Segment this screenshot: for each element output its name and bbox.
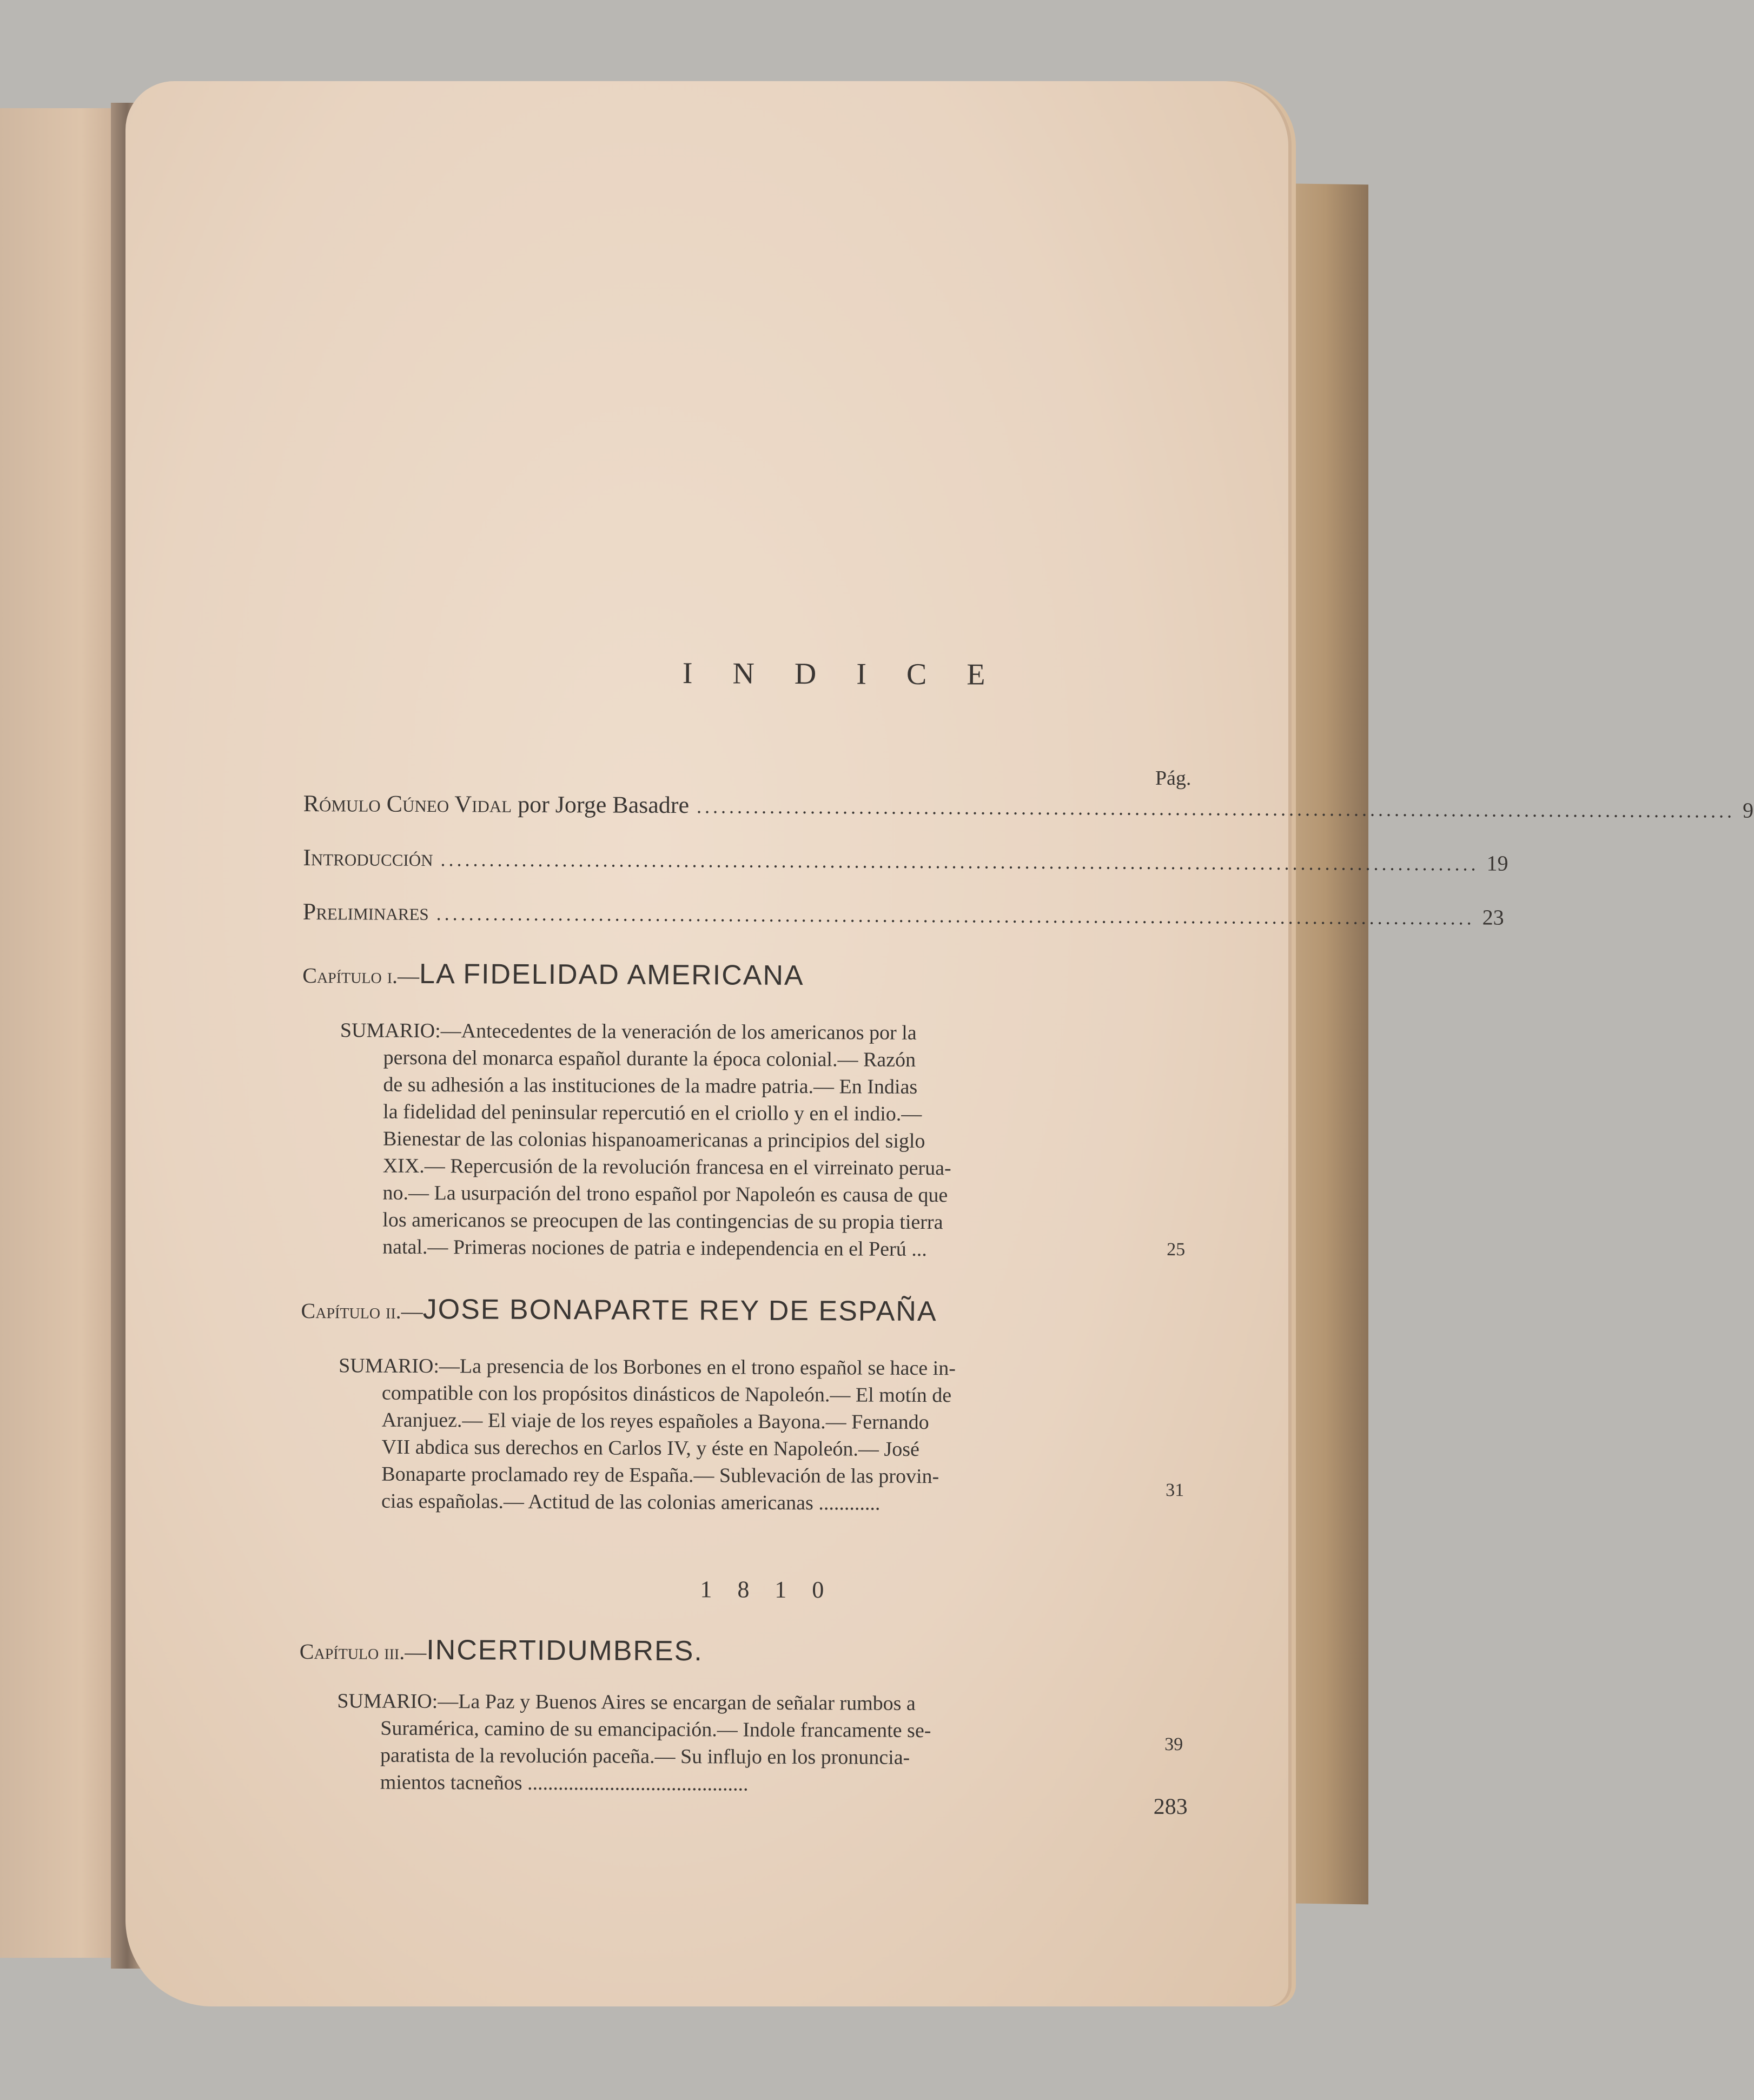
page-title: I N D I C E xyxy=(682,657,1002,692)
chapter-page: 31 xyxy=(1166,1480,1184,1501)
chapter-number: Capítulo i.— xyxy=(302,963,420,988)
toc-entry-label: Preliminares xyxy=(302,898,429,926)
toc-entry-page: 23 xyxy=(1482,905,1504,930)
chapter-number: Capítulo ii.— xyxy=(301,1298,423,1323)
summary-line: mientos tacneños ........................................... xyxy=(380,1771,749,1796)
toc-entry-page: 9 xyxy=(1742,798,1754,823)
toc-entry-label: Rómulo Cúneo Vidal por Jorge Basadre xyxy=(303,790,690,819)
toc-entry xyxy=(303,790,1754,823)
summary-line: de su adhesión a las instituciones de la madre patria.— En Indias xyxy=(383,1073,918,1098)
summary-line: la fidelidad del peninsular repercutió en el criollo y en el indio.— xyxy=(383,1100,922,1125)
dot-leader: ................................................................................................................................ xyxy=(696,796,1736,822)
chapter-page: 39 xyxy=(1164,1734,1183,1755)
chapter-page: 25 xyxy=(1167,1239,1186,1260)
summary-line: VII abdica sus derechos en Carlos IV, y éste en Napoleón.— José xyxy=(381,1435,920,1461)
chapter-title: JOSE BONAPARTE REY DE ESPAÑA xyxy=(422,1293,937,1328)
page-content xyxy=(299,644,1754,1820)
summary-line: natal.— Primeras nociones de patria e independencia en el Perú ... xyxy=(382,1235,927,1261)
summary-line: SUMARIO:—La Paz y Buenos Aires se encargan de señalar rumbos a xyxy=(337,1690,916,1715)
summary-line: XIX.— Repercusión de la revolución francesa en el virreinato perua- xyxy=(382,1154,951,1180)
chapter-summary xyxy=(339,1017,1141,1263)
summary-line: Suramérica, camino de su emancipación.— Indole francamente se- xyxy=(380,1717,931,1743)
toc-entry-label: Introducción xyxy=(303,844,433,872)
index-page xyxy=(125,81,1754,2006)
summary-line: Bienestar de las colonias hispanoamericanas a principios del siglo xyxy=(382,1127,925,1153)
summary-line: los americanos se preocupen de las contingencias de su propia tierra xyxy=(382,1208,943,1234)
chapter-heading xyxy=(302,957,804,992)
summary-line: compatible con los propósitos dinásticos de Napoleón.— El motín de xyxy=(381,1381,952,1407)
summary-line: cias españolas.— Actitud de las colonias americanas ............ xyxy=(381,1489,881,1515)
dot-leader: ................................................................................................................................ xyxy=(436,903,1475,929)
summary-line: paratista de la revolución paceña.— Su influjo en los pronuncia- xyxy=(380,1744,910,1769)
dot-leader: ................................................................................................................................ xyxy=(440,849,1479,875)
chapter-title: LA FIDELIDAD AMERICANA xyxy=(419,958,804,992)
toc-entry xyxy=(303,844,1508,876)
summary-line: persona del monarca español durante la época colonial.— Razón xyxy=(383,1046,916,1071)
chapter-summary xyxy=(338,1352,1139,1518)
chapter-title: INCERTIDUMBRES. xyxy=(426,1634,703,1667)
chapter-heading xyxy=(300,1633,703,1667)
summary-line: Aranjuez.— El viaje de los reyes españoles a Bayona.— Fernando xyxy=(381,1408,929,1434)
toc-entry-page: 19 xyxy=(1486,851,1508,876)
summary-line: SUMARIO:—Antecedentes de la veneración de los americanos por la xyxy=(340,1019,917,1044)
summary-line: no.— La usurpación del trono español por Napoleón es causa de que xyxy=(382,1181,948,1207)
page-column-label: Pág. xyxy=(1155,766,1192,790)
chapter-summary xyxy=(337,1687,1138,1799)
chapter-heading xyxy=(301,1293,937,1328)
chapter-number: Capítulo iii.— xyxy=(299,1639,427,1665)
summary-line: SUMARIO:—La presencia de los Borbones en el trono español se hace in- xyxy=(339,1354,956,1380)
summary-line: Bonaparte proclamado rey de España.— Sublevación de las provin- xyxy=(381,1462,939,1488)
toc-entry xyxy=(302,898,1504,930)
section-year-heading: 1 8 1 0 xyxy=(700,1576,834,1604)
page-number: 283 xyxy=(1153,1794,1188,1820)
